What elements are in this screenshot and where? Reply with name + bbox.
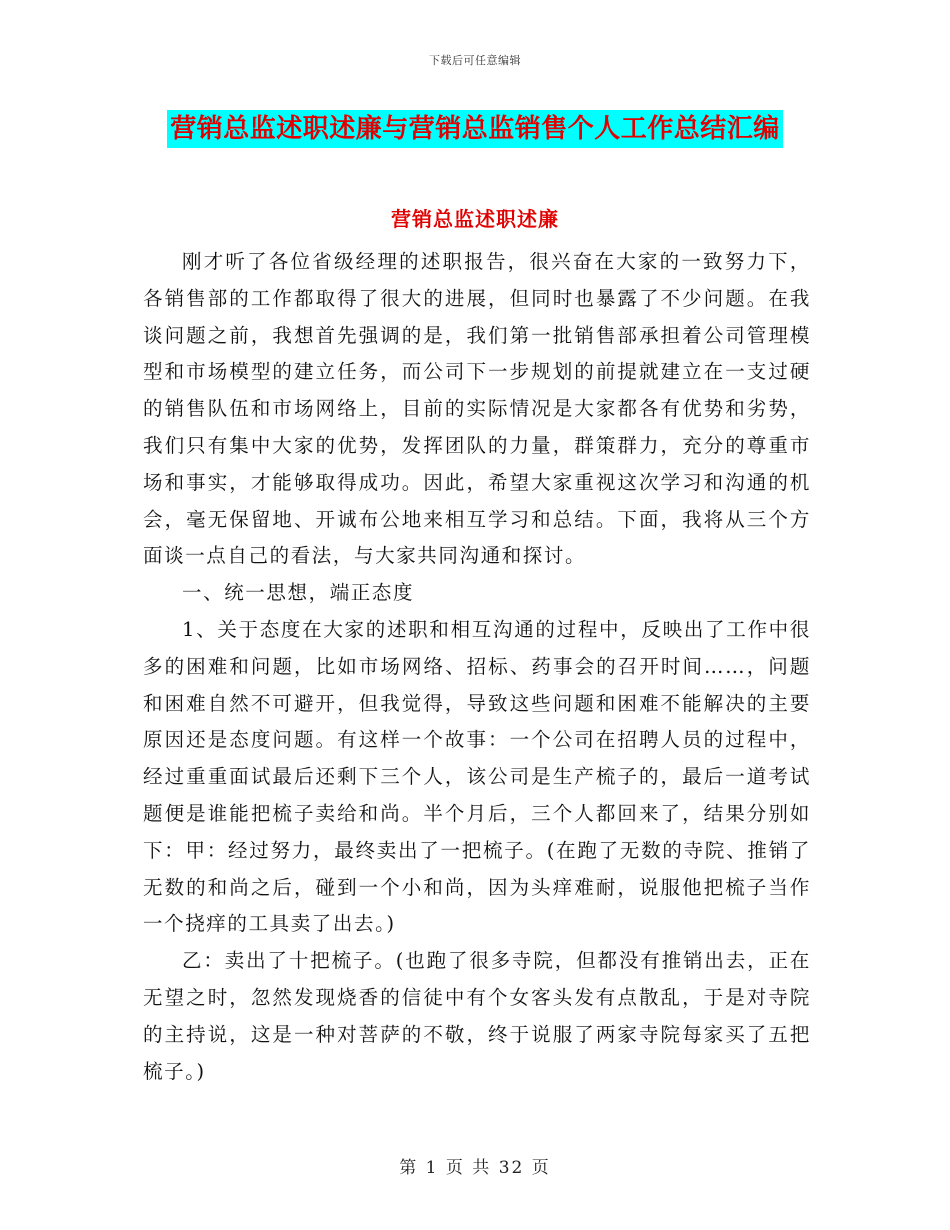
paragraph-attitude: 1、关于态度在大家的述职和相互沟通的过程中，反映出了工作中很多的困难和问题，比如市场网络、招标、药事会的召开时间……，问题和困难自然不可避开，但我觉得，导致这些问题和困难不能解决的主要原因还是态度问题。有这样一个故事：一个公司在招聘人员的过程中，经过重重面试最后还剩下三个人，该公司是生产梳子的，最后一道考试题便是谁能把梳子卖给和尚。半个月后，三个人都回来了，结果分别如下：甲：经过努力，最终卖出了一把梳子。(在跑了无数的寺院、推销了无数的和尚之后，碰到一个小和尚，因为头痒难耐，说服他把梳子当作一个挠痒的工具卖了出去。) — [143, 617, 811, 936]
paragraph-intro: 刚才听了各位省级经理的述职报告，很兴奋在大家的一致努力下，各销售部的工作都取得了很大的进展，但同时也暴露了不少问题。在我谈问题之前，我想首先强调的是，我们第一批销售部承担着公司管理模型和市场模型的建立任务，而公司下一步规划的前提就建立在一支过硬的销售队伍和市场网络上，目前的实际情况是大家都各有优势和劣势，我们只有集中大家的优势，发挥团队的力量，群策群力，充分的尊重市场和事实，才能够取得成功。因此，希望大家重视这次学习和沟通的机会，毫无保留地、开诚布公地来相互学习和总结。下面，我将从三个方面谈一点自己的看法，与大家共同沟通和探讨。 — [143, 250, 811, 568]
paragraph-heading-1: 一、统一思想，端正态度 — [182, 581, 415, 605]
section-title: 营销总监述职述廉 — [391, 207, 559, 231]
header-note: 下载后可任意编辑 — [429, 54, 521, 67]
paragraph-second-salesman: 乙：卖出了十把梳子。(也跑了很多寺院，但都没有推销出去，正在无望之时，忽然发现烧香的信徒中有个女客头发有点散乱，于是对寺院的主持说，这是一种对菩萨的不敬，终于说服了两家寺院每家买了五把梳子。) — [143, 949, 811, 1083]
main-title-container — [0, 110, 950, 148]
document-body — [143, 244, 811, 1090]
page-number-footer: 第 1 页 共 32 页 — [399, 1158, 551, 1178]
document-main-title: 营销总监述职述廉与营销总监销售个人工作总结汇编 — [167, 110, 783, 148]
